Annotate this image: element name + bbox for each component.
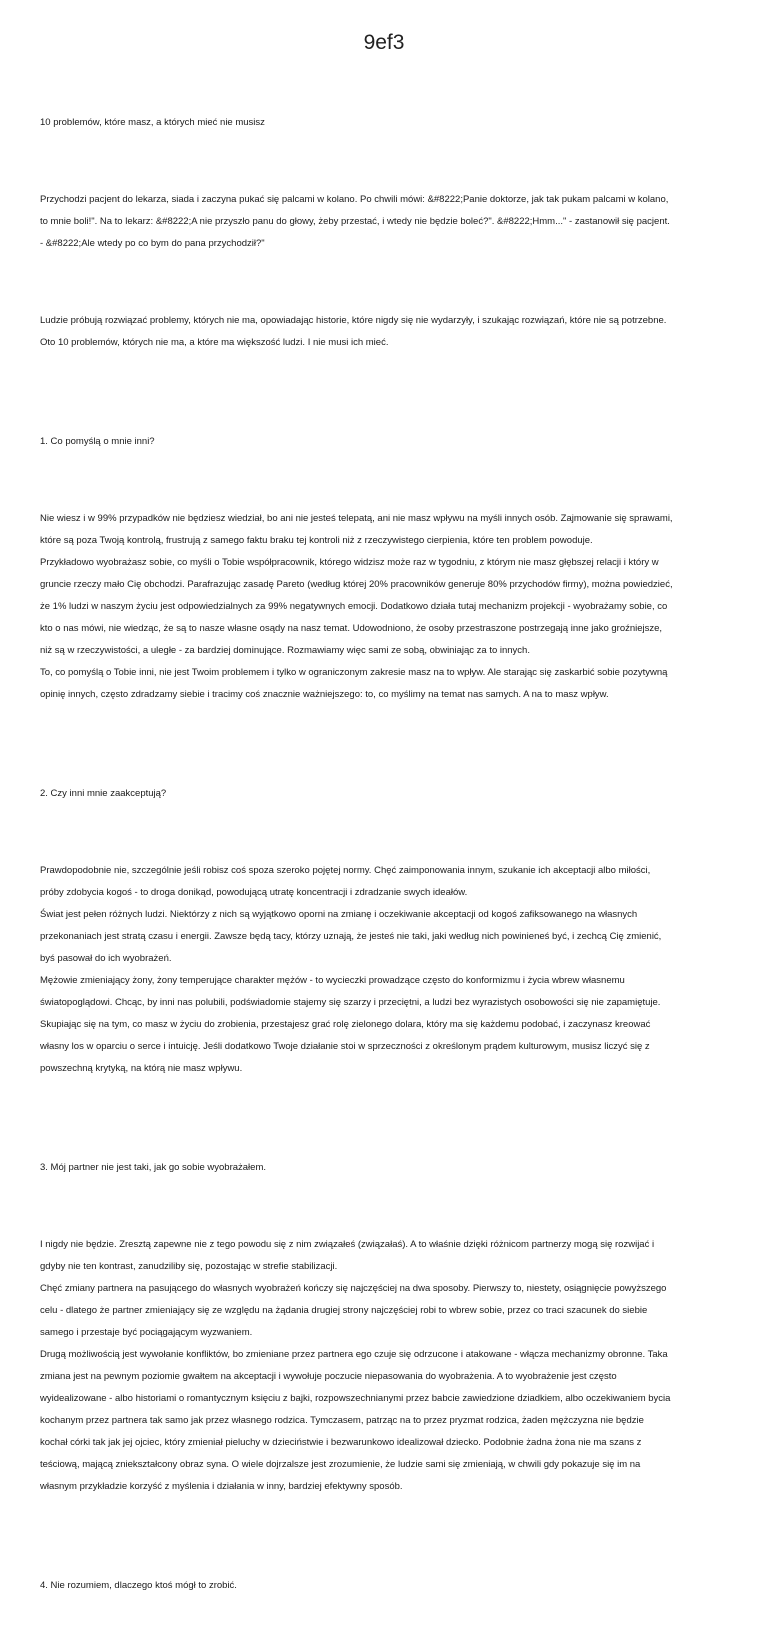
section-2-body: Prawdopodobnie nie, szczególnie jeśli robisz coś spoza szeroko pojętej normy. Chęć zaimponowania innym, szukanie ich akceptacji albo miłości, próby zdobycia kogoś - to droga donikąd, powodującą utratę koncentracji i zdradzanie swych ideałów. Świat jest pełen różnych ludzi. Niektórzy z nich są wyjątkowo oporni na zmianę i oczekiwanie akceptacji od kogoś zafiksowanego na własnych przekonaniach jest stratą czasu i energii. Zawsze będą tacy, którzy uznają, że jesteś nie taki, jaki według nich powinieneś być, i zechcą Cię zmienić, byś pasował do ich wyobrażeń. Mężowie zmieniający żony, żony temperujące charakter mężów - to wycieczki prowadzące często do konformizmu i życia wbrew własnemu światopoglądowi. Chcąc, by inni nas polubili, podświadomie stajemy się szarzy i przeciętni, a ludzi bez wyrazistych osobowości się nie zapamiętuje. Skupiając się na tym, co masz w życiu do zrobienia, przestajesz grać rolę zielonego dolara, który ma się każdemu podobać, i zaczynasz kreować własny los w oparciu o serce i intuicję. Jeśli dodatkowo Twoje działanie stoi w sprzeczności z określonym prądem kulturowym, musisz liczyć się z powszechną krytyką, na którą nie masz wpływu. bbox=[40, 865, 662, 1074]
document-subtitle: 10 problemów, które masz, a których mieć nie musisz bbox=[40, 117, 265, 128]
document-title: 9ef3 bbox=[363, 31, 405, 54]
section-2-heading: 2. Czy inni mnie zaakceptują? bbox=[40, 788, 167, 799]
section-3-body: I nigdy nie będzie. Zresztą zapewne nie z tego powodu się z nim związałeś (związałaś). A to właśnie dzięki różnicom partnerzy mogą się rozwijać i gdyby nie ten kontrast, zanudziliby się, pozostając w strefie stabilizacji. Chęć zmiany partnera na pasującego do własnych wyobrażeń kończy się najczęściej na dwa sposoby. Pierwszy to, niestety, osiągnięcie powyższego celu - dlatego że partner zmieniający się ze względu na żądania drugiej strony najczęściej robi to wbrew sobie, przez co traci szacunek do siebie samego i przestaje być pociągającym wyzwaniem. Drugą możliwością jest wywołanie konfliktów, bo zmieniane przez partnera ego czuje się odrzucone i atakowane - włącza mechanizmy obronne. Taka zmiana jest na pewnym poziomie gwałtem na akceptacji i wywołuje poczucie niepasowania do wyobrażenia. A to wyobrażenie jest często wyidealizowane - albo historiami o romantycznym księciu z bajki, rozpowszechnianymi przez babcie zawiedzione dziadkiem, albo oczekiwaniem bycia kochanym przez partnera tak samo jak przez własnego rodzica. Tymczasem, patrząc na to przez pryzmat rodzica, żaden mężczyzna nie będzie kochał córki tak jak jej ojciec, który zmieniał pieluchy w dzieciństwie i bezwarunkowo idealizował dziecko. Podobnie żadna żona nie ma szans z teściową, mającą zniekształcony obraz syna. O wiele dojrzalsze jest zrozumienie, że ludzie sami się zmieniają, w chwili gdy pokazuje się im na własnym przykładzie korzyść z myślenia i działania w inny, bardziej efektywny sposób. bbox=[40, 1239, 671, 1492]
section-1-body: Nie wiesz i w 99% przypadków nie będziesz wiedział, bo ani nie jesteś telepatą, ani nie masz wpływu na myśli innych osób. Zajmowanie się sprawami, które są poza Twoją kontrolą, frustrują z samego faktu braku tej kontroli niż z rzeczywistego cierpienia, które ten problem powoduje. Przykładowo wyobrażasz sobie, co myśli o Tobie współpracownik, którego widzisz może raz w tygodniu, z którym nie masz głębszej relacji i który w gruncie rzeczy mało Cię obchodzi. Parafrazując zasadę Pareto (według której 20% pracowników generuje 80% przychodów firmy), można powiedzieć, że 1% ludzi w naszym życiu jest odpowiedzialnych za 99% negatywnych emocji. Dodatkowo działa tutaj mechanizm projekcji - wyobrażamy sobie, co kto o nas mówi, nie wiedząc, że są to nasze własne osądy na nasz temat. Udowodniono, że osoby przestraszone postrzegają inne jako groźniejsze, niż są w rzeczywistości, a uległe - za bardziej dominujące. Rozmawiamy więc sami ze sobą, obwiniając za to innych. To, co pomyślą o Tobie inni, nie jest Twoim problemem i tylko w ograniczonym zakresie masz na to wpływ. Ale starając się zaskarbić sobie pozytywną opinię innych, często zdradzamy siebie i tracimy coś znacznie ważniejszego: to, co myślimy na temat nas samych. A na to masz wpływ. bbox=[40, 513, 673, 700]
section-3-heading: 3. Mój partner nie jest taki, jak go sobie wyobrażałem. bbox=[40, 1162, 266, 1173]
document-body bbox=[40, 68, 728, 1652]
intro-paragraph-joke: Przychodzi pacjent do lekarza, siada i zaczyna pukać się palcami w kolano. Po chwili mówi: &#8222;Panie doktorze, jak tak pukam palcami w kolano, to mnie boli!". Na to lekarz: &#8222;A nie przyszło panu do głowy, żeby przestać, i wtedy nie będzie boleć?". &#8222;Hmm..." - zastanowił się pacjent. - &#8222;Ale wtedy po co bym do pana przychodził?" bbox=[40, 194, 670, 249]
section-4-heading: 4. Nie rozumiem, dlaczego ktoś mógł to zrobić. bbox=[40, 1580, 237, 1591]
section-1-heading: 1. Co pomyślą o mnie inni? bbox=[40, 436, 155, 447]
intro-paragraph-summary: Ludzie próbują rozwiązać problemy, których nie ma, opowiadając historie, które nigdy się nie wydarzyły, i szukając rozwiązań, które nie są potrzebne. Oto 10 problemów, których nie ma, a które ma większość ludzi. I nie musi ich mieć. bbox=[40, 315, 667, 348]
